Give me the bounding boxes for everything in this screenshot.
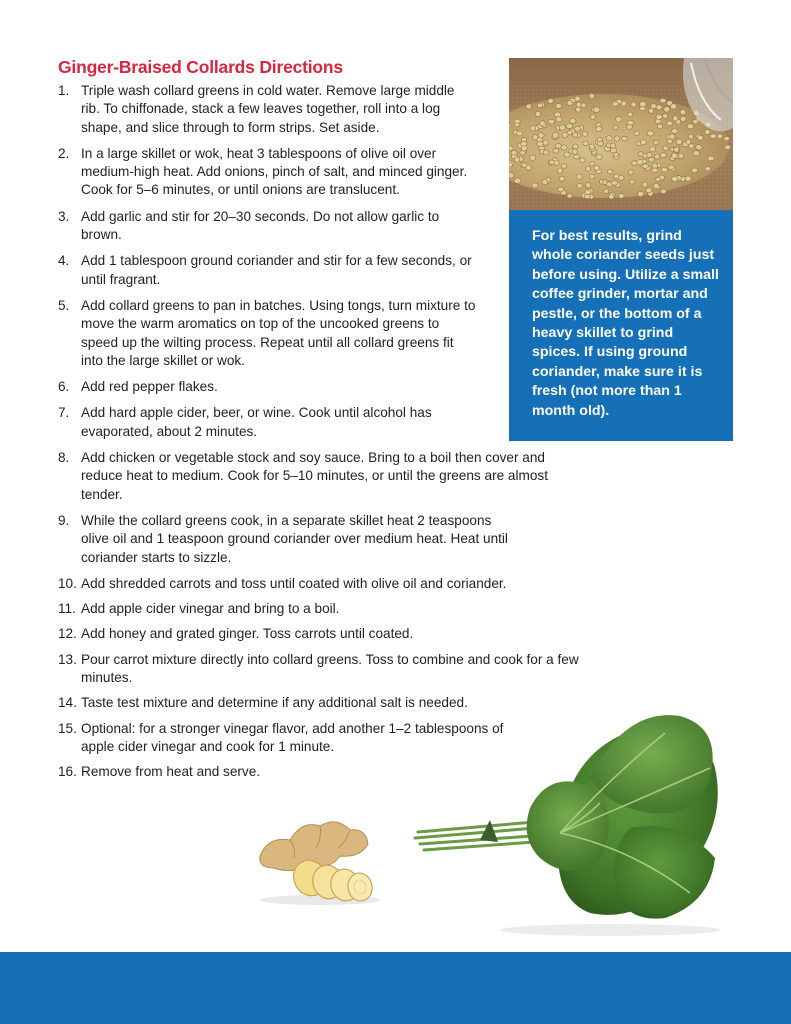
seed-dot	[514, 119, 520, 123]
seed-dot	[656, 115, 662, 120]
seed-dot	[696, 145, 702, 150]
list-item	[58, 404, 476, 441]
seed-dot	[668, 165, 674, 169]
seed-dot	[634, 131, 639, 136]
step-text: Add red pepper flakes.	[81, 379, 218, 395]
seed-dot	[669, 134, 675, 139]
seed-dot	[553, 148, 559, 153]
seed-dot	[552, 133, 558, 139]
seed-dot	[532, 183, 538, 188]
list-item	[58, 449, 578, 504]
seed-dot	[567, 130, 572, 135]
ginger-root-photo	[250, 808, 390, 908]
seed-dot	[629, 180, 635, 184]
seed-dot	[548, 119, 555, 124]
list-item	[58, 651, 586, 688]
page-title: Ginger-Braised Collards Directions	[58, 57, 343, 77]
seed-dot	[649, 108, 654, 113]
seed-dot	[564, 152, 570, 157]
seed-dot	[637, 160, 643, 166]
seed-dot	[648, 157, 654, 162]
ginger-illustration	[250, 808, 390, 908]
seed-dot	[598, 141, 604, 146]
step-number: 5.	[58, 297, 70, 313]
seed-dot	[724, 136, 730, 140]
seed-dot	[509, 146, 513, 151]
seed-dot	[673, 116, 678, 121]
seed-dot	[596, 155, 602, 160]
list-item	[58, 600, 578, 618]
collard-greens-illustration	[410, 708, 730, 938]
step-number: 1.	[58, 83, 70, 98]
seed-dot	[526, 104, 531, 109]
seed-dot	[558, 187, 564, 192]
step-number: 15.	[58, 720, 77, 736]
seed-dot	[640, 102, 647, 108]
step-number: 12.	[58, 626, 77, 642]
seed-dot	[664, 107, 670, 112]
list-item	[58, 625, 578, 643]
seed-dot	[559, 176, 564, 181]
seed-dot	[614, 136, 619, 142]
seed-dot	[663, 146, 668, 151]
seed-dot	[685, 176, 691, 181]
list-item	[58, 378, 476, 396]
step-text: Add hard apple cider, beer, or wine. Cook until alcohol has evaporated, about 2 minutes.	[81, 405, 432, 439]
seed-dot	[640, 139, 646, 144]
seed-dot	[538, 133, 544, 138]
list-item	[58, 575, 578, 593]
seed-dot	[509, 173, 514, 178]
seed-dot	[612, 101, 618, 106]
seed-dot	[638, 191, 644, 196]
seed-dot	[632, 161, 638, 166]
seed-dot	[667, 121, 673, 126]
seed-dot	[593, 166, 600, 171]
seed-dot	[548, 98, 553, 103]
seed-dot	[574, 154, 580, 159]
step-number: 10.	[58, 575, 77, 591]
tip-callout	[509, 210, 733, 441]
seed-dot	[687, 124, 693, 129]
seed-dot	[697, 135, 703, 140]
seed-dot	[672, 153, 678, 159]
list-item	[58, 252, 476, 289]
seed-dot	[710, 134, 717, 139]
seed-dot	[638, 152, 643, 156]
step-text: Taste test mixture and determine if any additional salt is needed.	[81, 695, 468, 711]
seed-dot	[535, 111, 541, 116]
seed-dot	[708, 156, 715, 161]
seed-dot	[567, 100, 573, 105]
seed-dot	[555, 104, 562, 109]
step-text: Add 1 tablespoon ground coriander and stir for a few seconds, or until fragrant.	[81, 253, 472, 287]
seed-dot	[657, 124, 663, 129]
seed-dot	[646, 188, 652, 193]
seed-dot	[609, 194, 615, 199]
seed-dot	[717, 134, 723, 139]
seed-dot	[511, 151, 517, 156]
directions-list	[58, 82, 578, 782]
seed-dot	[642, 164, 648, 169]
seed-dot	[642, 182, 648, 187]
seed-dot	[514, 178, 520, 184]
seed-dot	[530, 155, 536, 160]
seed-dot	[576, 107, 581, 112]
seed-dot	[676, 139, 682, 144]
seed-dot	[610, 148, 616, 153]
seed-dot	[561, 145, 567, 150]
seed-dot	[582, 132, 588, 137]
step-number: 2.	[58, 145, 70, 161]
seed-dot	[610, 143, 615, 148]
seed-dot	[693, 119, 698, 124]
step-text: Optional: for a stronger vinegar flavor, add another 1–2 tablespoons of apple cider vinegar and cook for 1 minute.	[81, 720, 504, 754]
step-text: Pour carrot mixture directly into collard greens. Toss to combine and cook for a few minutes.	[81, 651, 579, 686]
seed-dot	[621, 136, 627, 141]
seed-dot	[655, 177, 660, 181]
step-number: 14.	[58, 695, 77, 711]
step-text: Add shredded carrots and toss until coated with olive oil and coriander.	[81, 575, 507, 591]
seed-dot	[557, 168, 562, 174]
seed-dot	[656, 105, 662, 110]
seed-dot	[593, 107, 600, 112]
seed-dot	[586, 183, 591, 188]
seed-dot	[688, 134, 693, 139]
seed-dot	[652, 168, 658, 173]
step-text: Add honey and grated ginger. Toss carrots until coated.	[81, 626, 414, 642]
seed-dot	[680, 116, 686, 121]
list-item	[58, 82, 476, 137]
step-number: 13.	[58, 651, 77, 667]
seed-dot	[725, 145, 731, 150]
seed-dot	[561, 164, 567, 169]
coriander-seeds-photo	[509, 58, 733, 210]
seed-dot	[589, 174, 595, 179]
seed-dot	[576, 102, 581, 107]
seed-dot	[579, 158, 585, 163]
seed-dot	[611, 181, 618, 185]
seed-dot	[603, 189, 608, 193]
seed-dot	[590, 115, 595, 120]
step-number: 8.	[58, 450, 70, 466]
list-item	[58, 297, 476, 370]
seed-dot	[653, 184, 659, 189]
seed-dot	[670, 104, 676, 109]
seed-dot	[660, 98, 666, 103]
seed-dot	[540, 121, 546, 126]
step-number: 7.	[58, 405, 70, 421]
step-text: Add chicken or vegetable stock and soy sauce. Bring to a boil then cover and reduce heat to medium. Cook for 5–10 minutes, or until the greens are almost tender.	[81, 450, 548, 502]
seed-dot	[628, 170, 633, 175]
seed-dot	[671, 129, 678, 134]
seed-dot	[653, 140, 658, 144]
seed-dot	[567, 194, 572, 198]
seed-dot	[585, 190, 591, 195]
step-text: Add collard greens to pan in batches. Using tongs, turn mixture to move the warm aromatics on top of the uncooked greens to speed up the wilting process. Repeat until all collard greens fit into the large skillet or wok.	[81, 297, 476, 368]
seed-dot	[647, 152, 652, 157]
coriander-seeds-illustration	[509, 58, 733, 210]
seed-dot	[614, 174, 620, 179]
step-number: 9.	[58, 512, 70, 528]
seed-dot	[661, 168, 668, 173]
seed-dot	[674, 147, 679, 152]
step-number: 4.	[58, 253, 70, 269]
seed-dot	[542, 179, 548, 184]
step-text: Add garlic and stir for 20–30 seconds. Do not allow garlic to brown.	[81, 208, 440, 243]
seed-dot	[530, 126, 535, 132]
seed-dot	[590, 161, 595, 166]
step-number: 3.	[58, 208, 70, 224]
collard-greens-photo	[410, 708, 730, 938]
seed-dot	[705, 130, 710, 135]
seed-dot	[549, 160, 555, 164]
seed-dot	[537, 103, 543, 108]
list-item	[58, 145, 476, 200]
seed-dot	[627, 112, 632, 117]
step-number: 16.	[58, 764, 77, 780]
seed-dot	[631, 102, 636, 107]
tip-text: For best results, grind whole coriander seeds just before using. Utilize a small coffee grinder, mortar and pestle, or the bottom of a heavy skillet to grind spices. If using ground coriander, make sure it is fresh (not more than 1 month old).	[532, 228, 719, 419]
seed-dot	[526, 165, 532, 170]
seed-dot	[693, 151, 699, 156]
seed-dot	[618, 194, 624, 199]
list-item	[58, 512, 511, 567]
seed-dot	[607, 169, 613, 174]
step-number: 11.	[58, 601, 76, 617]
seed-dot	[667, 139, 672, 144]
seed-dot	[589, 144, 594, 149]
list-item	[58, 208, 476, 245]
step-number: 6.	[58, 379, 70, 395]
seed-dot	[672, 176, 678, 182]
seed-dot	[616, 116, 622, 122]
seed-dot	[654, 154, 659, 159]
seed-dot	[661, 189, 667, 194]
step-text: Triple wash collard greens in cold water. Remove large middle rib. To chiffonade, stack a few leaves together, roll into a log shape, and slice through to form strips. Set aside.	[81, 83, 455, 135]
seed-dot	[691, 168, 697, 173]
seed-dot	[577, 183, 583, 188]
seed-dot	[573, 144, 579, 149]
seed-dot	[537, 141, 544, 146]
footer-band	[0, 952, 791, 1024]
seed-dot	[680, 109, 686, 114]
seed-dot	[543, 150, 549, 155]
seed-dot	[566, 124, 573, 129]
seed-dot	[516, 131, 522, 136]
seed-dot	[627, 121, 634, 126]
seed-dot	[572, 149, 577, 155]
step-text: Remove from heat and serve.	[81, 764, 261, 780]
step-text: Add apple cider vinegar and bring to a boil.	[81, 601, 340, 617]
seed-dot	[662, 114, 668, 119]
seed-dot	[613, 125, 618, 129]
step-text: In a large skillet or wok, heat 3 tablespoons of olive oil over medium-high heat. Add onions, pinch of salt, and minced ginger. Cook for 5–6 minutes, or until onions are translucent.	[81, 145, 468, 198]
seed-dot	[509, 163, 513, 168]
seed-dot	[521, 146, 527, 152]
seed-dot	[576, 174, 583, 179]
seed-dot	[585, 166, 590, 171]
seed-dot	[649, 147, 655, 152]
seed-dot	[515, 157, 520, 162]
seed-dot	[556, 117, 562, 122]
seed-dot	[570, 119, 576, 124]
seed-dot	[559, 125, 565, 130]
seed-dot	[596, 126, 602, 131]
seed-dot	[705, 167, 710, 171]
seed-dot	[686, 139, 691, 144]
seed-dot	[589, 93, 594, 98]
step-text: While the collard greens cook, in a separate skillet heat 2 teaspoons olive oil and 1 teaspoon ground coriander over medium heat. Heat until coriander starts to sizzle.	[81, 512, 508, 565]
seed-dot	[583, 141, 589, 146]
seed-dot	[606, 136, 612, 141]
seed-dot	[647, 131, 654, 136]
seed-dot	[660, 153, 666, 158]
